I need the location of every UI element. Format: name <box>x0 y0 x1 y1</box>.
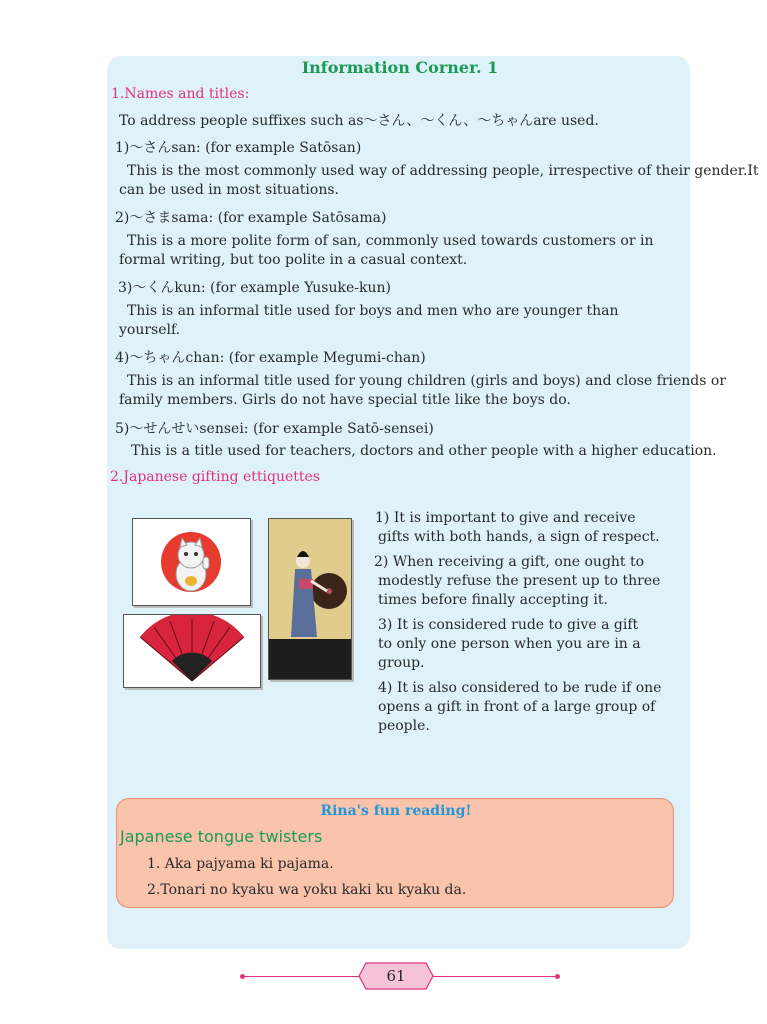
gift-point-line: modestly refuse the present up to three <box>378 573 661 589</box>
tongue-twister: 2.Tonari no kyaku wa yoku kaki ku kyaku da. <box>147 882 467 898</box>
item-head: 5)～せんせいsensei: (for example Satō-sensei) <box>115 421 434 437</box>
page-number-badge <box>358 962 434 990</box>
fun-reading-title: Rina's fun reading! <box>320 803 472 819</box>
item-body: family members. Girls do not have special title like the boys do. <box>119 392 571 408</box>
fun-reading-subtitle: Japanese tongue twisters <box>120 827 323 846</box>
item-body: yourself. <box>119 322 181 338</box>
gift-point-line: 3) It is considered rude to give a gift <box>378 617 639 633</box>
item-body: This is a title used for teachers, doctors and other people with a higher education. <box>131 443 717 459</box>
item-head: 2)～さまsama: (for example Satōsama) <box>115 210 387 226</box>
gift-point-line: to only one person when you are in a <box>378 636 641 652</box>
tongue-twister: 1. Aka pajyama ki pajama. <box>147 856 334 872</box>
item-head: 4)～ちゃんchan: (for example Megumi-chan) <box>115 350 426 366</box>
item-body: This is a more polite form of san, commonly used towards customers or in <box>127 233 654 249</box>
item-head: 1)～さんsan: (for example Satōsan) <box>115 140 362 156</box>
gift-point-line: 4) It is also considered to be rude if one <box>378 680 662 696</box>
item-head: 3)～くんkun: (for example Yusuke-kun) <box>118 280 391 296</box>
section-heading-names: 1.Names and titles: <box>111 86 250 102</box>
gift-point-line: 1) It is important to give and receive <box>375 510 636 526</box>
footer-rule <box>243 976 361 977</box>
fan-image <box>123 614 261 688</box>
section-heading-gifting: 2.Japanese gifting ettiquettes <box>110 469 320 485</box>
gift-point-line: times before finally accepting it. <box>378 592 608 608</box>
geisha-image <box>268 518 352 680</box>
item-body: This is the most commonly used way of addressing people, irrespective of their gender.It <box>127 163 759 179</box>
fun-reading-box <box>116 798 674 908</box>
item-body: This is an informal title used for boys and men who are younger than <box>127 303 619 319</box>
item-body: can be used in most situations. <box>119 182 339 198</box>
page-title: Information Corner. 1 <box>301 58 499 77</box>
gift-point-line: people. <box>378 718 430 734</box>
gift-point-line: 2) When receiving a gift, one ought to <box>374 554 645 570</box>
item-body: formal writing, but too polite in a casual context. <box>119 252 468 268</box>
maneki-neko-image <box>132 518 251 606</box>
page-number: 61 <box>386 967 406 985</box>
gift-point-line: group. <box>378 655 425 671</box>
footer-rule <box>431 976 557 977</box>
intro-text: To address people suffixes such as～さん、～くん、～ちゃんare used. <box>119 113 599 129</box>
gift-point-line: opens a gift in front of a large group of <box>378 699 656 715</box>
item-body: This is an informal title used for young children (girls and boys) and close friends or <box>127 373 727 389</box>
footer-dot <box>555 974 560 979</box>
gift-point-line: gifts with both hands, a sign of respect. <box>378 529 660 545</box>
